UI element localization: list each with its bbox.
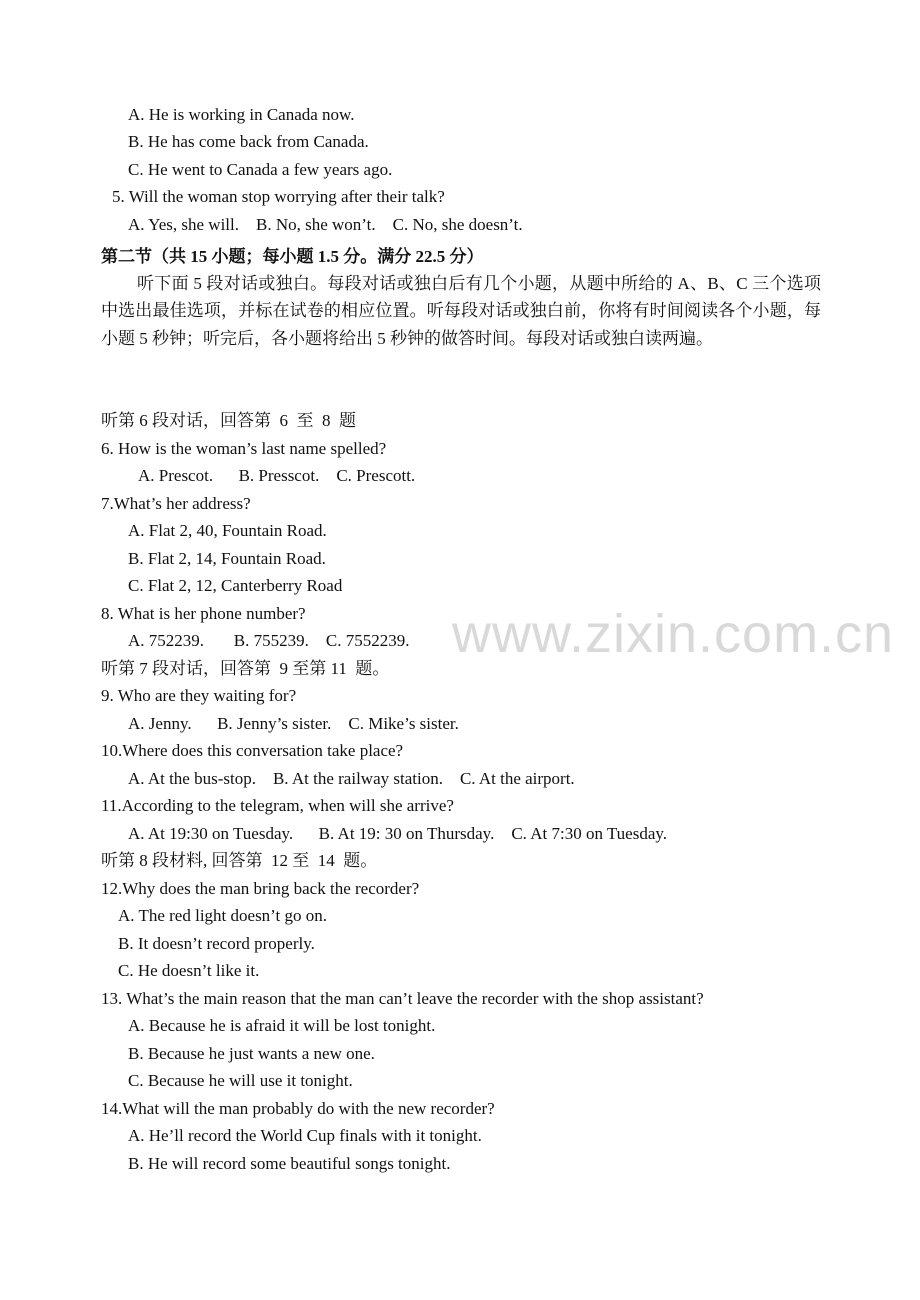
- q12-option-a: A. The red light doesn’t go on.: [118, 906, 328, 925]
- q9-options: A. Jenny. B. Jenny’s sister. C. Mike’s sister.: [128, 714, 459, 733]
- q12-option-b: B. It doesn’t record properly.: [118, 934, 315, 953]
- q5-options: A. Yes, she will. B. No, she won’t. C. No, she doesn’t.: [128, 215, 523, 234]
- q4-option-c: C. He went to Canada a few years ago.: [128, 160, 393, 179]
- q7-option-b: B. Flat 2, 14, Fountain Road.: [128, 549, 326, 568]
- question-11: 11.According to the telegram, when will she arrive?: [101, 796, 454, 815]
- section-instructions: 听下面 5 段对话或独白。每段对话或独白后有几个小题，从题中所给的 A、B、C 三个选项中选出最佳选项，并标在试卷的相应位置。听每段对话或独白前，你将有时间阅读各个小题，每小题 5 秒钟；听完后，各小题将给出 5 秒钟的做答时间。每段对话或独白读两遍。: [101, 274, 821, 348]
- dialogue-6-heading: 听第 6 段对话，回答第 6 至 8 题: [101, 411, 356, 430]
- q8-options: A. 752239. B. 755239. C. 7552239.: [128, 631, 410, 650]
- question-7: 7.What’s her address?: [101, 494, 251, 513]
- question-5: 5. Will the woman stop worrying after their talk?: [112, 187, 445, 206]
- section-heading: 第二节（共 15 小题；每小题 1.5 分。满分 22.5 分）: [101, 247, 484, 266]
- dialogue-8-heading: 听第 8 段材料, 回答第 12 至 14 题。: [101, 851, 378, 870]
- q10-options: A. At the bus-stop. B. At the railway station. C. At the airport.: [128, 769, 575, 788]
- q13-option-b: B. Because he just wants a new one.: [128, 1044, 375, 1063]
- q13-option-a: A. Because he is afraid it will be lost tonight.: [128, 1016, 436, 1035]
- q4-option-b: B. He has come back from Canada.: [128, 132, 369, 151]
- question-6: 6. How is the woman’s last name spelled?: [101, 439, 387, 458]
- q12-option-c: C. He doesn’t like it.: [118, 961, 260, 980]
- question-12: 12.Why does the man bring back the recorder?: [101, 879, 420, 898]
- q13-option-c: C. Because he will use it tonight.: [128, 1071, 353, 1090]
- q6-options: A. Prescot. B. Presscot. C. Prescott.: [138, 466, 416, 485]
- question-13: 13. What’s the main reason that the man can’t leave the recorder with the shop assistant?: [101, 989, 704, 1008]
- q4-option-a: A. He is working in Canada now.: [128, 105, 355, 124]
- q7-option-c: C. Flat 2, 12, Canterberry Road: [128, 576, 343, 595]
- q14-option-b: B. He will record some beautiful songs tonight.: [128, 1154, 451, 1173]
- dialogue-7-heading: 听第 7 段对话，回答第 9 至第 11 题。: [101, 659, 390, 678]
- question-9: 9. Who are they waiting for?: [101, 686, 297, 705]
- watermark: www.zixin.com.cn: [452, 604, 895, 664]
- question-8: 8. What is her phone number?: [101, 604, 306, 623]
- q7-option-a: A. Flat 2, 40, Fountain Road.: [128, 521, 327, 540]
- question-10: 10.Where does this conversation take place?: [101, 741, 404, 760]
- q14-option-a: A. He’ll record the World Cup finals with it tonight.: [128, 1126, 482, 1145]
- q11-options: A. At 19:30 on Tuesday. B. At 19: 30 on Thursday. C. At 7:30 on Tuesday.: [128, 824, 668, 843]
- question-14: 14.What will the man probably do with the new recorder?: [101, 1099, 495, 1118]
